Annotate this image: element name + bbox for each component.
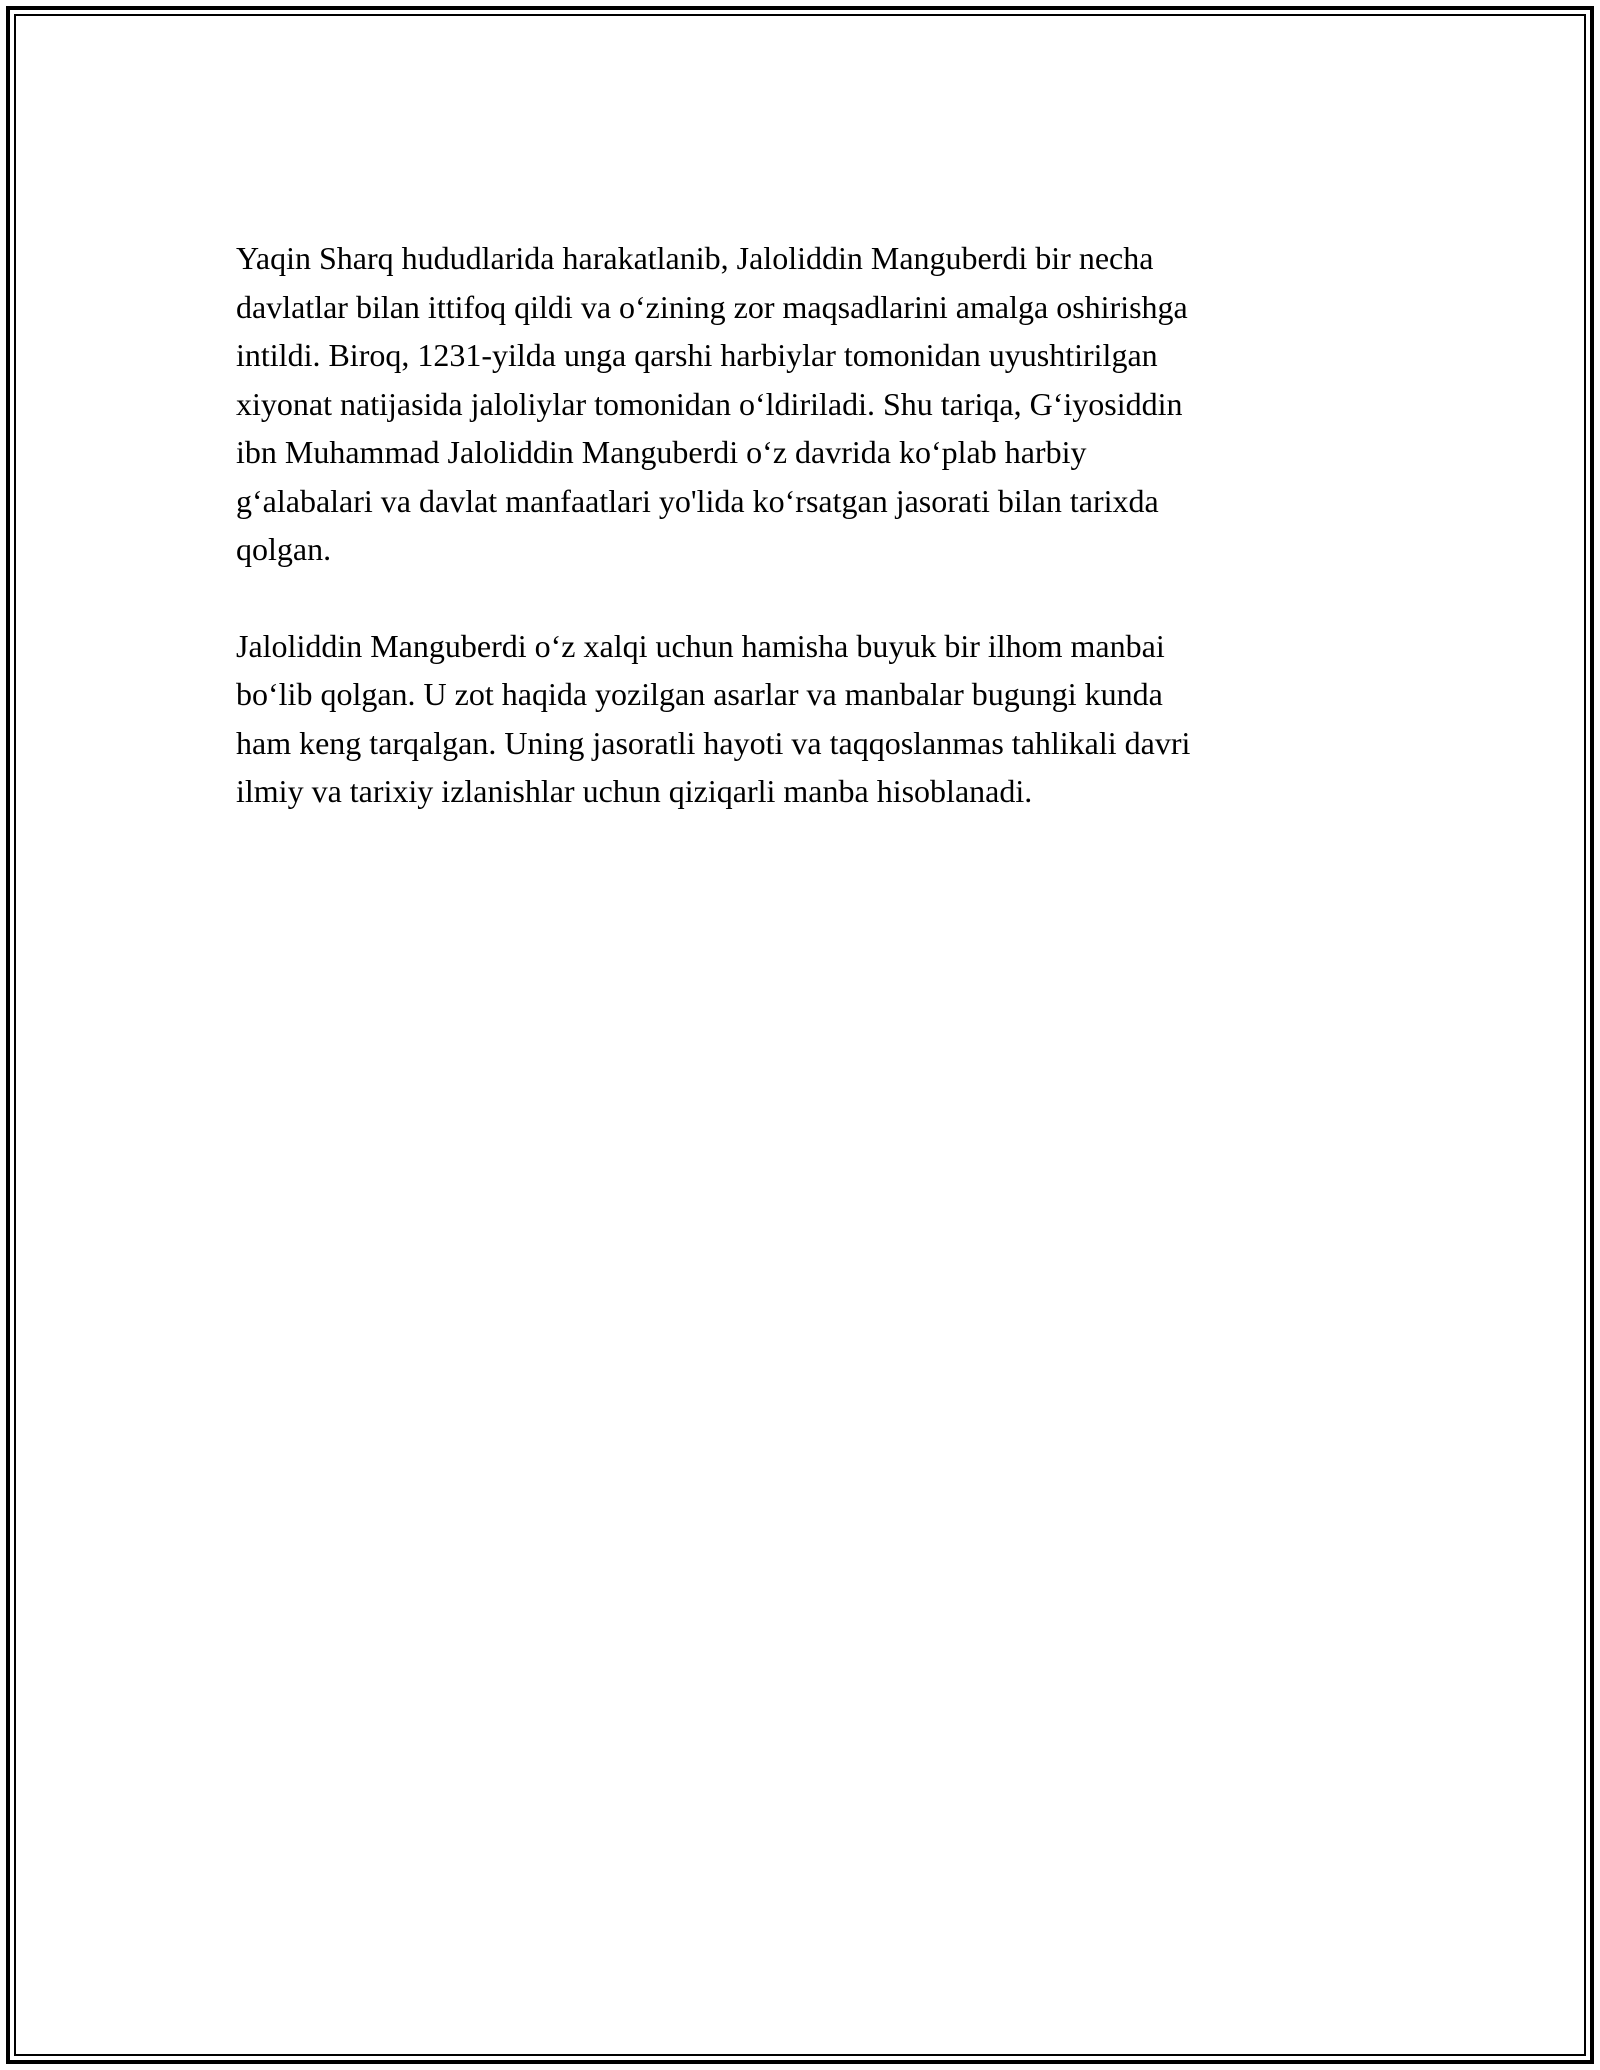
- text-line: davlatlar bilan ittifoq qildi va o‘zining zor maqsadlarini amalga oshirishga: [236, 288, 1188, 325]
- text-line: qolgan.: [236, 531, 332, 567]
- text-line: intildi. Biroq, 1231-yilda unga qarshi harbiylar tomonidan uyushtirilgan: [236, 337, 1158, 373]
- document-body: [236, 234, 1366, 864]
- text-line: bo‘lib qolgan. U zot haqida yozilgan asarlar va manbalar bugungi kunda: [236, 676, 1163, 712]
- paragraph-2: [236, 622, 1366, 816]
- text-line: xiyonat natijasida jaloliylar tomonidan o‘ldiriladi. Shu tariqa, G‘iyosiddin: [236, 385, 1183, 422]
- text-line: ilmiy va tarixiy izlanishlar uchun qiziqarli manba hisoblanadi.: [236, 773, 1033, 809]
- text-line: Jaloliddin Manguberdi o‘z xalqi uchun hamisha buyuk bir ilhom manbai: [236, 627, 1165, 664]
- paragraph-1: [236, 234, 1366, 574]
- text-line: ibn Muhammad Jaloliddin Manguberdi o‘z davrida ko‘plab harbiy: [236, 434, 1087, 470]
- text-line: g‘alabalari va davlat manfaatlari yo'lida ko‘rsatgan jasorati bilan tarixda: [236, 482, 1159, 519]
- text-line: ham keng tarqalgan. Uning jasoratli hayoti va taqqoslanmas tahlikali davri: [236, 724, 1191, 761]
- text-line: Yaqin Sharq hududlarida harakatlanib, Jaloliddin Manguberdi bir necha: [236, 240, 1154, 276]
